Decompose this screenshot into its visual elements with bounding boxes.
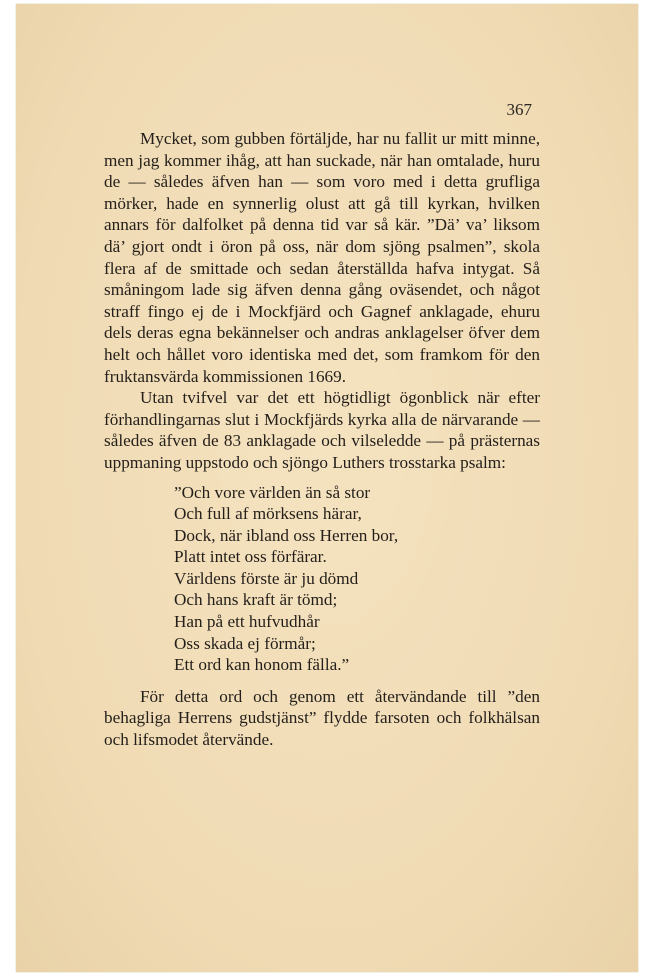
- poem-line: Och hans kraft är tömd;: [174, 590, 338, 610]
- body-text: [104, 128, 540, 751]
- poem-line: ”Och vore världen än så stor: [174, 482, 371, 502]
- poem-line: Platt intet oss förfärar.: [174, 547, 327, 567]
- poem-line: Han på ett hufvudhår: [174, 612, 320, 632]
- poem-line: Ett ord kan honom fälla.”: [174, 655, 350, 675]
- paragraph-1: Mycket, som gubben förtäljde, har nu fallit ur mitt minne, men jag kommer ihåg, att han suckade, när han omtalade, huru de — således äfven han — som voro med i detta grufliga mörker, hade en synnerlig olust att gå till kyrkan, hvilken annars för dalfolket på denna tid var så kär. ”Dä’ va’ liksom dä’ gjort ondt i öron på oss, när dom sjöng psalmen”, skola flera af de smittade och sedan återställda hafva intygat. Så småningom lade sig äfven denna gång oväsendet, och något straff fingo ej de i Mockfjärd och Gagnef anklagade, ehuru dels deras egna bekännelser och andras anklagelser öfver dem helt och hållet voro identiska med det, som framkom för den fruktansvärda kommissionen 1669.: [104, 129, 540, 386]
- poem-line: Och full af mörksens härar,: [174, 504, 362, 524]
- paragraph-2: Utan tvifvel var det ett högtidligt ögonblick när efter förhandlingarnas slut i Mockfjärds kyrka alla de närvarande — således äfven de 83 anklagade och vilseledde — på prästernas uppmaning uppstodo och sjöngo Luthers trosstarka psalm:: [104, 388, 540, 472]
- poem-line: Dock, när ibland oss Herren bor,: [174, 525, 399, 545]
- paragraph-3: För detta ord och genom ett återvändande till ”den behagliga Herrens gudstjänst” flydde farsoten och folkhälsan och lifsmodet återvände.: [104, 686, 540, 750]
- hymn-quote: [174, 482, 540, 676]
- book-page: [16, 4, 638, 972]
- page-number: 367: [506, 100, 532, 119]
- poem-line: Världens förste är ju dömd: [174, 568, 359, 588]
- poem-line: Oss skada ej förmår;: [174, 633, 316, 653]
